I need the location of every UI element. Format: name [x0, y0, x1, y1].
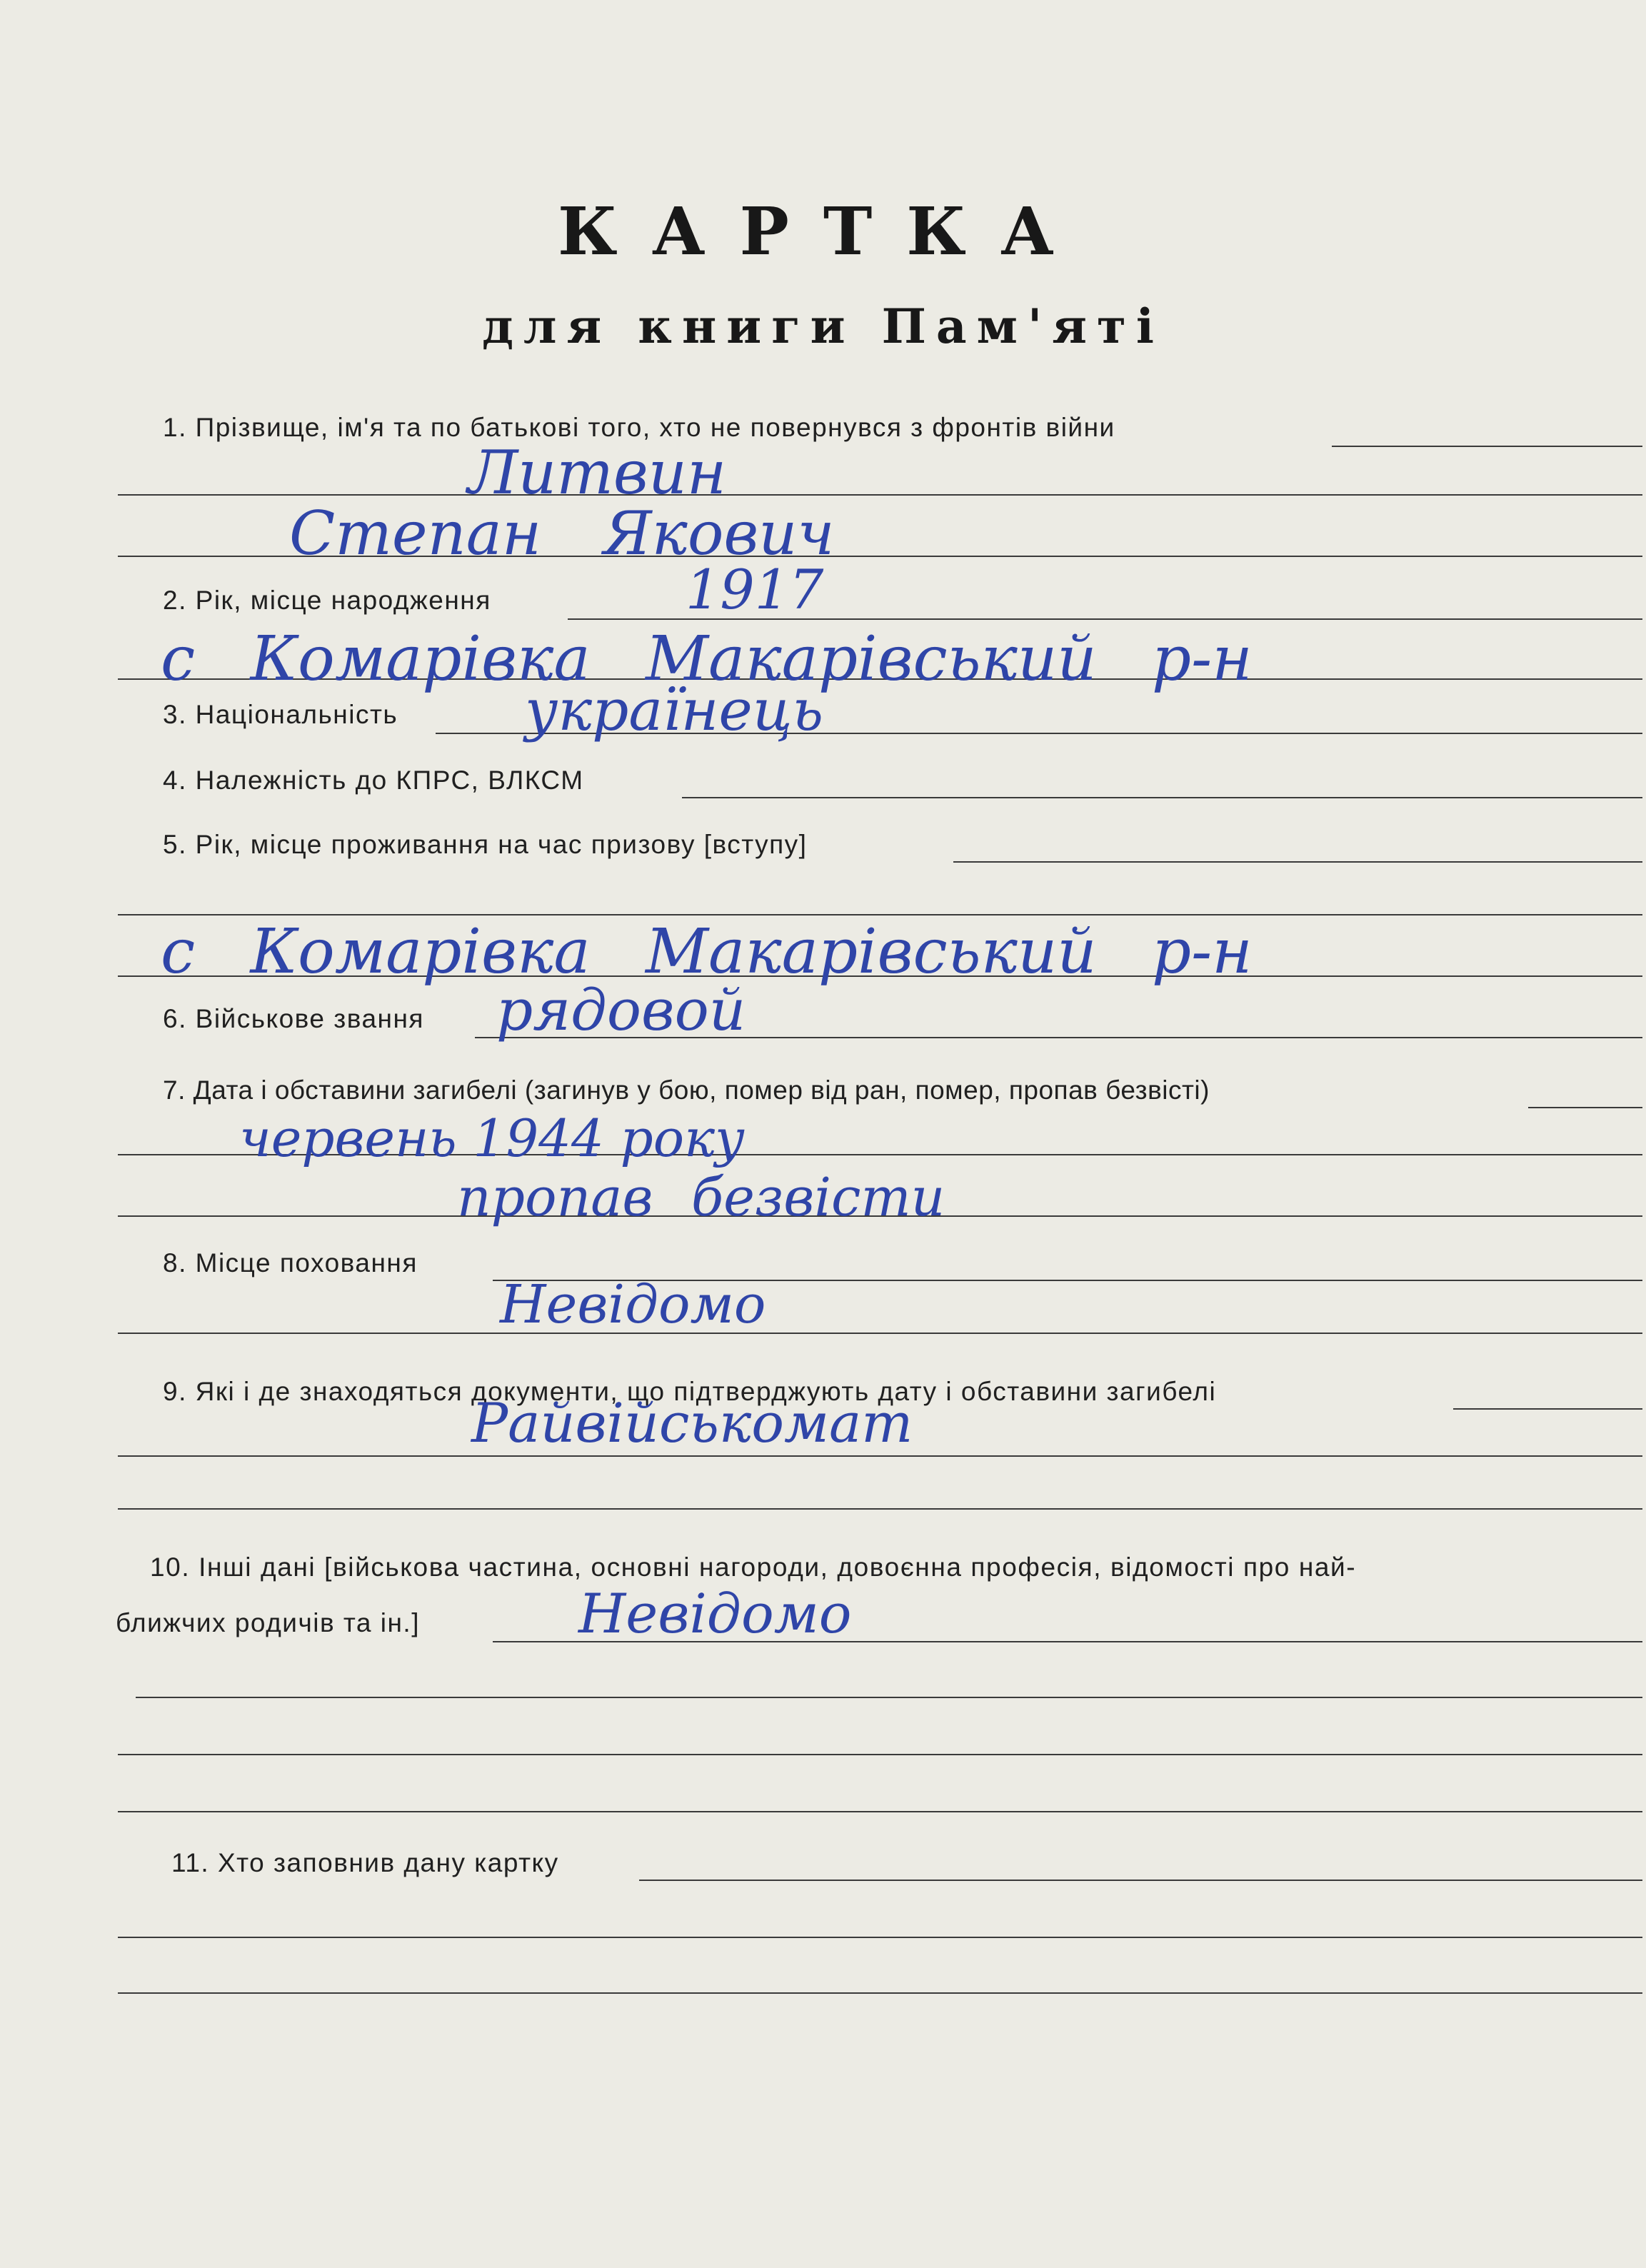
field-3-label: 3. Національність [163, 700, 398, 729]
death-date-handwritten: червень 1944 року [239, 1108, 745, 1168]
field-1-label: 1. Прізвище, ім'я та по батькові того, хто не повернувся з фронтів війни [163, 413, 1115, 442]
field-11-rule-2 [118, 1937, 1642, 1938]
nationality-handwritten: українець [525, 677, 824, 743]
field-8-label: 8. Місце поховання [163, 1248, 418, 1278]
documents-handwritten: Райвійськомат [471, 1391, 913, 1455]
field-5-label: 5. Рік, місце проживання на час призову [вступу] [163, 830, 808, 859]
field-6-label: 6. Військове звання [163, 1004, 424, 1033]
field-10-rule-2 [136, 1697, 1642, 1698]
field-9-label: 9. Які і де знаходяться документи, що підтверджують дату і обставини загибелі [163, 1377, 1217, 1406]
card-subtitle: для книги Пам'яті [482, 298, 1164, 354]
field-7-rule [1528, 1107, 1642, 1108]
field-7-label: 7. Дата і обставини загибелі (загинув у бою, помер від ран, помер, пропав безвісті) [163, 1075, 1210, 1105]
given-names-handwritten: Степан Якович [289, 498, 835, 568]
field-8-rule-2 [118, 1333, 1642, 1334]
field-5-rule [953, 861, 1642, 863]
field-9-rule-3 [118, 1508, 1642, 1510]
field-9-rule-2 [118, 1455, 1642, 1457]
rank-handwritten: рядовой [496, 977, 746, 1043]
field-1-rule [1332, 446, 1642, 447]
field-10-label-continued: ближчих родичів та ін.] [116, 1608, 420, 1637]
surname-handwritten: Литвин [468, 438, 727, 508]
field-11-rule [639, 1880, 1642, 1881]
birth-place-handwritten: с Комарівка Макарівський р-н [161, 623, 1253, 695]
birth-year-handwritten: 1917 [686, 558, 824, 621]
other-handwritten: Невідомо [578, 1582, 852, 1645]
field-4-rule [682, 797, 1642, 798]
field-10-rule-3 [118, 1754, 1642, 1755]
field-5-rule-2 [118, 914, 1642, 915]
field-2-label: 2. Рік, місце народження [163, 586, 491, 615]
burial-handwritten: Невідомо [500, 1274, 766, 1335]
field-1-rule-2 [118, 494, 1642, 496]
card-title: КАРТКА [558, 193, 1088, 270]
field-11-rule-3 [118, 1992, 1642, 1994]
residence-handwritten: с Комарівка Макарівський р-н [161, 916, 1253, 988]
death-circumstance-handwritten: пропав безвісти [457, 1167, 945, 1228]
field-11-label: 11. Хто заповнив дану картку [171, 1848, 559, 1877]
field-4-label: 4. Належність до КПРС, ВЛКСМ [163, 766, 584, 795]
field-9-rule [1453, 1408, 1642, 1410]
field-10-rule-4 [118, 1811, 1642, 1812]
field-10-label: 10. Інші дані [військова частина, основні нагороди, довоєнна професія, відомості про най- [150, 1552, 1357, 1582]
